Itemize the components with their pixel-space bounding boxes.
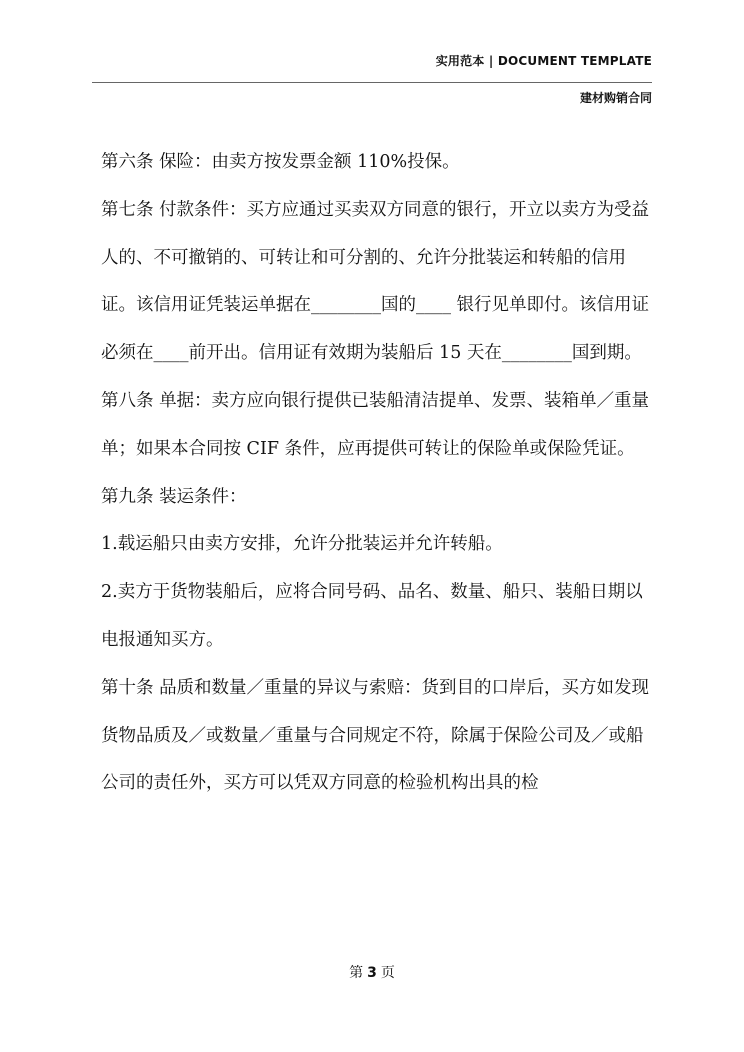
page-prefix: 第 <box>349 965 364 981</box>
clause-9-item-1: 1.载运船只由卖方安排，允许分批装运并允许转船。 <box>101 534 503 555</box>
clause-6-insurance: 第六条 保险：由卖方按发票金额 110%投保。 <box>101 152 460 172</box>
clause-9-shipment-heading: 第九条 装运条件： <box>101 486 247 507</box>
page-number: 3 <box>367 965 377 981</box>
clause-8-documents: 第八条 单据：卖方应向银行提供已装船清洁提单、发票、装箱单／重量单；如果本合同按 CIF 条件，应再提供可转让的保险单或保险凭证。 <box>101 390 650 459</box>
page-footer <box>0 962 744 982</box>
page-suffix: 页 <box>380 965 395 981</box>
document-subtitle: 建材购销合同 <box>579 91 652 105</box>
clause-10-claims: 第十条 品质和数量／重量的异议与索赔：货到目的口岸后，买方如发现货物品质及／或数量／重量与合同规定不符，除属于保险公司及／或船公司的责任外，买方可以凭双方同意的检验机构出具的检 <box>101 677 650 794</box>
document-body <box>101 139 653 808</box>
header-divider <box>92 82 652 83</box>
clause-9-item-2: 2.卖方于货物装船后，应将合同号码、品名、数量、船只、装船日期以电报通知买方。 <box>101 582 643 650</box>
header-title: 实用范本 | DOCUMENT TEMPLATE <box>435 54 652 68</box>
clause-7-payment: 第七条 付款条件：买方应通过买卖双方同意的银行，开立以卖方为受益人的、不可撤销的、可转让和可分割的、允许分批装运和转船的信用证。该信用证凭装运单据在________国的____ 银行见单即付。该信用证必须在____前开出。信用证有效期为装船后 15 天在________国到期。 <box>101 199 650 364</box>
